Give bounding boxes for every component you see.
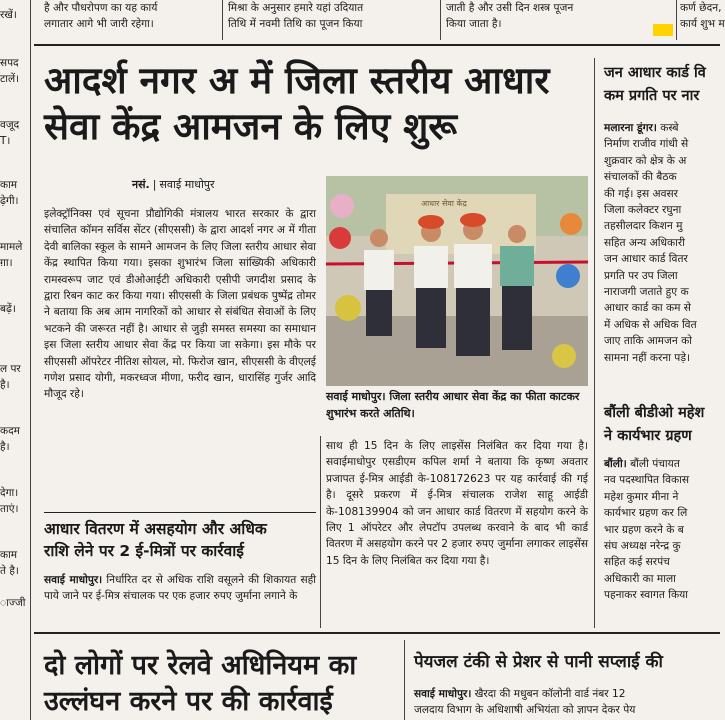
text-line: भार ग्रहण करने के ब	[604, 523, 684, 536]
text-line: प्रगति पर उप जिला	[604, 269, 678, 282]
text-line: सामना नहीं करना पड़े।	[604, 351, 691, 364]
text-line: जिला कलेक्टर रघुना	[604, 204, 682, 217]
left-fragment: ाज्जी	[0, 597, 26, 609]
byline: नसं. | सवाई माधोपुर	[132, 178, 215, 191]
top-snippet-3: जाती है और उसी दिन शस्त्र पूजन किया जाता है।	[446, 2, 574, 31]
section-rule	[44, 512, 316, 513]
text-line: महेश कुमार मीना ने	[604, 490, 679, 503]
text-line: सहित अन्य अधिकारी	[604, 236, 685, 249]
text-line: की गई। इस अवसर	[604, 187, 679, 200]
text-line: कार्यभार ग्रहण कर लि	[604, 507, 688, 520]
bottom-right-body: सवाई माधोपुर। खैरदा की मधुबन कॉलोनी वार्ड नंबर 12 जलदाय विभाग के अधिशाषी अभियंता को ज्ञापन देकर पेय	[414, 688, 636, 717]
column-divider	[30, 0, 31, 720]
right-story-body	[604, 120, 720, 366]
left-fragment: बढ़ें।	[0, 303, 16, 315]
top-snippet-2: मिश्रा के अनुसार हमारे यहां उदियात तिथि में नवमी तिथि का पूजन किया	[228, 2, 364, 31]
dateline: बौंली।	[604, 458, 627, 470]
column-divider	[404, 640, 405, 720]
left-fragment: ताएं।	[0, 503, 19, 515]
second-headline: आधार वितरण में असहयोग और अधिक राशि लेने पर 2 ई-मित्रों पर कार्रवाई	[44, 520, 267, 560]
left-partial-column	[0, 0, 28, 720]
text-line: सहित कई सरपंच	[604, 556, 670, 569]
text-line: जाए ताकि आमजन को	[604, 335, 693, 348]
column-divider	[440, 0, 441, 40]
left-fragment: टालें।	[0, 73, 20, 85]
text-line: संघ अध्यक्ष नरेन्द्र कु	[604, 540, 681, 553]
photo-banner-text: आधार सेवा केंद्र	[421, 199, 467, 208]
text-line: अधिकारी का माला	[604, 572, 676, 585]
left-fragment: T।	[0, 135, 11, 147]
left-fragment: है।	[0, 379, 10, 391]
bottom-right-headline: पेयजल टंकी से प्रेशर से पानी सप्लाई की	[414, 652, 663, 672]
text-line: तहसीलदार किशन मु	[604, 220, 683, 233]
second-story-body-col2: साथ ही 15 दिन के लिए लाइसेंस निलंबित कर दिया गया है। सवाईमाधोपुर एसडीएम कपिल शर्मा ने बताया कि कृष्ण अवतार प्रजापत ई-मित्र आईडी के-108172623 पर यह कार्रवाई की गई है। दूसरे प्रकरण में ई-मित्र संचालक राजेश साहू आईडी के-108139904 को जन आधार कार्ड वितरण में सहयोग करने के लिए 1 ऑपरेटर और लेपटॉप उपलब्ध करवाने के बाद भी कार्ड वितरण में असहयोग करने पर 2 हजार रुपए जुर्माना लगाकर लाइसेंस 15 दिन के लिए निलंबित कर दिया गया है।	[326, 440, 588, 567]
column-divider	[676, 0, 677, 40]
column-divider	[594, 58, 595, 628]
left-fragment: है।	[0, 441, 10, 453]
text-line: नाराजगी जताते हुए क	[604, 286, 689, 299]
text-line: निर्माण राजीव गांधी से	[604, 138, 689, 151]
main-story-body: इलेक्ट्रॉनिक्स एवं सूचना प्रौद्योगिकी मंत्रालय भारत सरकार के द्वारा संचालित कॉमन सर्विस सेंटर (सीएससी) के द्वारा आदर्श नगर अ में गीता देवी बालिका स्कूल के सामने आमजन के लिए जिला स्तरीय आधार सेवा केंद्र स्थापित किया गया। इसका शुभारंभ जिला सांख्यिकी अधिकारी रामस्वरूप जाट एवं डीओआईटी अधिकारी एसीपी जगदीश प्रसाद के द्वारा रिबन काट कर किया गया। सीएससी के जिला प्रबंधक पुष्पेंद्र तोमर ने बताया कि अब आम नागरिकों को आधार से संबंधित सेवाओं के लिए भटकने की जरूरत नहीं है। आधार से जुड़ी समस्त समस्या का समाधान इस जिला स्तरीय आधार सेवा केंद्र पर किया जा सकेगा। इस मौके पर सीएससी ऑपरेटर नीतिश सोयल, मो. फिरोज खान, सीएससी के वीएलई गणेश प्रसाद योगी, मकरध्वज मीणा, फरीद खान, धारासिंह गुर्जर आदि मौजूद रहे।	[44, 208, 316, 401]
inauguration-photo	[326, 176, 588, 386]
left-fragment: मामले	[0, 241, 23, 253]
left-fragment: रखें।	[0, 9, 17, 21]
column-divider	[320, 436, 321, 628]
main-headline: आदर्श नगर अ में जिला स्तरीय आधार सेवा केंद्र आमजन के लिए शुरू	[44, 59, 550, 148]
left-fragment: काम	[0, 179, 18, 191]
left-fragment: ते है।	[0, 565, 19, 577]
left-fragment: ग़ा।	[0, 257, 13, 269]
text-line: जन आधार कार्ड वितर	[604, 253, 688, 266]
left-fragment: ल पर	[0, 363, 21, 375]
photo-caption: सवाई माधोपुर। जिला स्तरीय आधार सेवा केंद्र का फीता काटकर शुभारंभ करते अतिथि।	[326, 390, 580, 420]
left-fragment: कदम	[0, 425, 20, 437]
text-line: में अधिक से अधिक वित	[604, 318, 697, 331]
left-fragment: काम	[0, 549, 18, 561]
text-line: बौंली। बौंली पंचायत	[604, 458, 680, 470]
yellow-marker	[653, 24, 673, 36]
left-fragment: देगा।	[0, 487, 19, 499]
bouli-headline: बौंली बीडीओ महेश ने कार्यभार ग्रहण	[604, 405, 705, 444]
text-line: पहनाकर स्वागत किया	[604, 589, 688, 602]
text-line: संचालकों की बैठक	[604, 171, 677, 184]
section-rule	[34, 44, 720, 46]
right-headline: जन आधार कार्ड वि कम प्रगति पर नार	[604, 65, 706, 104]
left-fragment: ढ़ेगी।	[0, 195, 19, 207]
section-rule	[34, 632, 720, 634]
text-line: आधार कार्ड का कम से	[604, 302, 691, 315]
dateline: मलारना डूंगर।	[604, 122, 657, 134]
bouli-story-body	[604, 456, 720, 604]
text-line: शुक्रवार को क्षेत्र के अ	[604, 154, 687, 167]
bottom-left-headline: दो लोगों पर रेलवे अधिनियम का उल्लंघन करने पर की कार्रवाई	[44, 650, 357, 717]
column-divider	[222, 0, 223, 40]
text-line: नव पदस्थापित विकास	[604, 474, 690, 487]
second-story-body-col1: सवाई माधोपुर। निर्धारित दर से अधिक राशि वसूलने की शिकायत सही पाये जाने पर ई-मित्र संचालक पर एक हजार रुपए जुर्माना लगाने के	[44, 574, 316, 603]
top-snippet-4: कर्ण छेदन, कार्य शुभ म	[680, 2, 725, 31]
top-snippet-1: है और पौधरोपण का यह कार्य लगातार आगे भी जारी रहेगा।	[44, 2, 158, 31]
left-fragment: सपद	[0, 57, 19, 69]
left-fragment: वजूद	[0, 119, 20, 131]
text-line: मलारना डूंगर। कस्बे	[604, 122, 679, 134]
